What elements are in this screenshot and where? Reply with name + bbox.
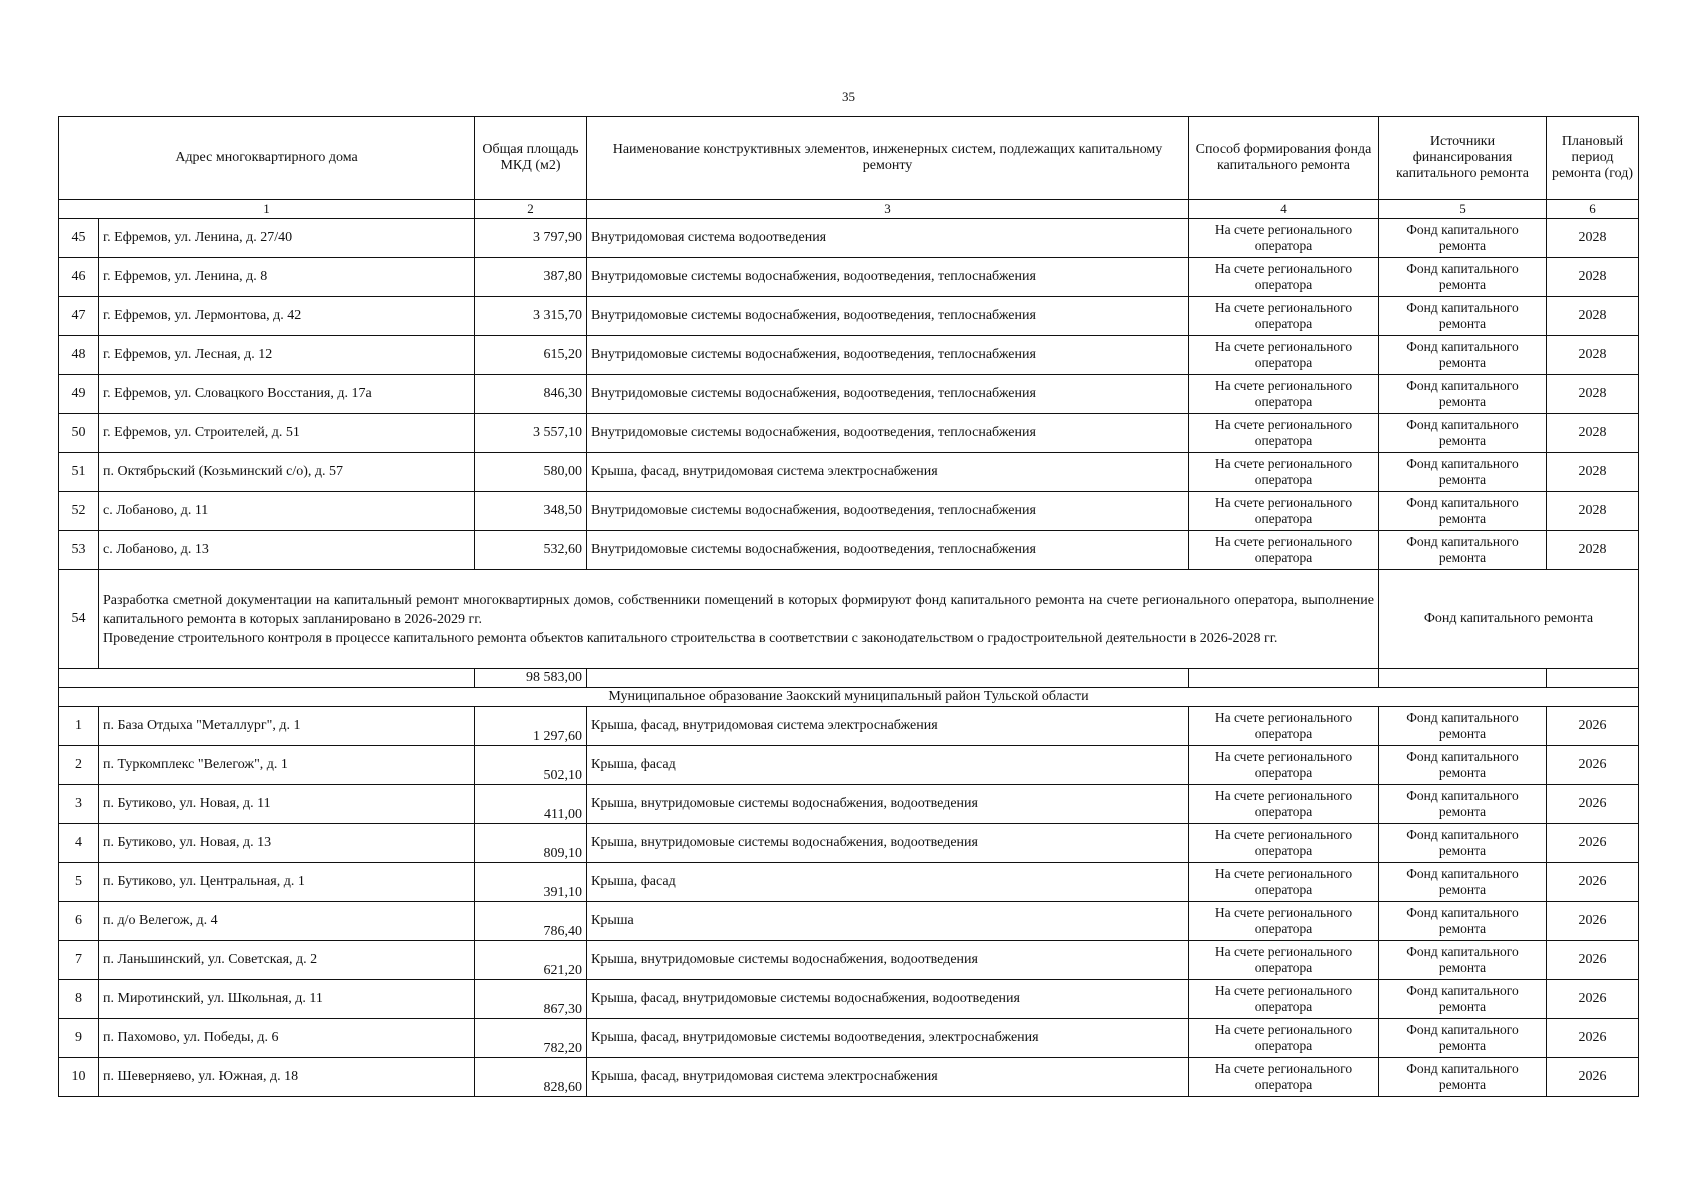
row-index: 46 <box>59 258 99 297</box>
row-index: 10 <box>59 1058 99 1097</box>
row-index: 48 <box>59 336 99 375</box>
header-method: Способ формирования фонда капитального ремонта <box>1189 117 1379 200</box>
table-row <box>59 375 1639 414</box>
row-area: 846,30 <box>475 375 587 414</box>
row-method: На счете регионального оператора <box>1189 980 1379 1019</box>
row-year: 2026 <box>1547 746 1639 785</box>
row-area: 387,80 <box>475 258 587 297</box>
header-row <box>59 117 1639 200</box>
row-method: На счете регионального оператора <box>1189 258 1379 297</box>
row-elements: Крыша, фасад, внутридомовые системы водоснабжения, водоотведения <box>587 980 1189 1019</box>
row-address: п. Октябрьский (Козьминский с/о), д. 57 <box>99 453 475 492</box>
row-index: 2 <box>59 746 99 785</box>
row-source: Фонд капитального ремонта <box>1379 746 1547 785</box>
table-row <box>59 707 1639 746</box>
row-elements: Крыша, фасад, внутридомовая система электроснабжения <box>587 453 1189 492</box>
column-number-row <box>59 200 1639 219</box>
row-year: 2026 <box>1547 941 1639 980</box>
header-year: Плановый период ремонта (год) <box>1547 117 1639 200</box>
row-index: 49 <box>59 375 99 414</box>
row-area: 391,10 <box>475 863 587 902</box>
row-source: Фонд капитального ремонта <box>1379 336 1547 375</box>
row-elements: Крыша, фасад <box>587 746 1189 785</box>
row-address: г. Ефремов, ул. Строителей, д. 51 <box>99 414 475 453</box>
row-year: 2028 <box>1547 297 1639 336</box>
row-elements: Внутридомовые системы водоснабжения, водоотведения, теплоснабжения <box>587 375 1189 414</box>
column-number: 3 <box>587 200 1189 219</box>
row-year: 2026 <box>1547 785 1639 824</box>
table-row <box>59 492 1639 531</box>
table-row <box>59 863 1639 902</box>
table-row <box>59 414 1639 453</box>
row-elements: Внутридомовые системы водоснабжения, водоотведения, теплоснабжения <box>587 531 1189 570</box>
row-source: Фонд капитального ремонта <box>1379 414 1547 453</box>
row-elements: Крыша <box>587 902 1189 941</box>
row-address: г. Ефремов, ул. Лермонтова, д. 42 <box>99 297 475 336</box>
row-year: 2026 <box>1547 1019 1639 1058</box>
page-number: 35 <box>842 89 855 104</box>
row-area: 411,00 <box>475 785 587 824</box>
table-row <box>59 219 1639 258</box>
row-area: 615,20 <box>475 336 587 375</box>
table-row <box>59 746 1639 785</box>
row-elements: Внутридомовые системы водоснабжения, водоотведения, теплоснабжения <box>587 297 1189 336</box>
row-year: 2028 <box>1547 336 1639 375</box>
row-address: п. Шеверняево, ул. Южная, д. 18 <box>99 1058 475 1097</box>
row-elements: Внутридомовые системы водоснабжения, водоотведения, теплоснабжения <box>587 492 1189 531</box>
row-year: 2026 <box>1547 824 1639 863</box>
row-elements: Крыша, фасад, внутридомовая система электроснабжения <box>587 707 1189 746</box>
row-elements: Внутридомовые системы водоснабжения, водоотведения, теплоснабжения <box>587 336 1189 375</box>
row-address: п. Бутиково, ул. Центральная, д. 1 <box>99 863 475 902</box>
row-year: 2026 <box>1547 980 1639 1019</box>
table-row <box>59 785 1639 824</box>
row-year: 2028 <box>1547 414 1639 453</box>
column-number: 2 <box>475 200 587 219</box>
table-row <box>59 941 1639 980</box>
column-number: 5 <box>1379 200 1547 219</box>
row-method: На счете регионального оператора <box>1189 1058 1379 1097</box>
row-source: Фонд капитального ремонта <box>1379 1019 1547 1058</box>
table-row <box>59 1019 1639 1058</box>
total-row <box>59 669 1639 688</box>
row-method: На счете регионального оператора <box>1189 707 1379 746</box>
row-source: Фонд капитального ремонта <box>1379 492 1547 531</box>
development-row <box>59 570 1639 669</box>
row-index: 5 <box>59 863 99 902</box>
total-area: 98 583,00 <box>475 669 587 688</box>
row-address: п. Бутиково, ул. Новая, д. 13 <box>99 824 475 863</box>
row-area: 532,60 <box>475 531 587 570</box>
row-area: 348,50 <box>475 492 587 531</box>
row-year: 2028 <box>1547 219 1639 258</box>
row-year: 2026 <box>1547 1058 1639 1097</box>
row-area: 3 315,70 <box>475 297 587 336</box>
row-area: 782,20 <box>475 1019 587 1058</box>
row-source: Фонд капитального ремонта <box>1379 902 1547 941</box>
row-source: Фонд капитального ремонта <box>1379 707 1547 746</box>
row-index: 7 <box>59 941 99 980</box>
row-source: Фонд капитального ремонта <box>1379 297 1547 336</box>
row-method: На счете регионального оператора <box>1189 297 1379 336</box>
row-address: г. Ефремов, ул. Лесная, д. 12 <box>99 336 475 375</box>
table-row <box>59 258 1639 297</box>
row-elements: Внутридомовые системы водоснабжения, водоотведения, теплоснабжения <box>587 258 1189 297</box>
development-text-2: Проведение строительного контроля в процессе капитального ремонта объектов капитального строительства в соответствии с законодательством о градостроительной деятельности в 2026-2028 гг. <box>103 630 1278 646</box>
table-row <box>59 980 1639 1019</box>
row-area: 621,20 <box>475 941 587 980</box>
row-address: п. д/о Велегож, д. 4 <box>99 902 475 941</box>
row-elements: Крыша, внутридомовые системы водоснабжения, водоотведения <box>587 785 1189 824</box>
row-area: 502,10 <box>475 746 587 785</box>
row-address: с. Лобаново, д. 11 <box>99 492 475 531</box>
row-area: 828,60 <box>475 1058 587 1097</box>
development-funding: Фонд капитального ремонта <box>1379 570 1639 669</box>
row-source: Фонд капитального ремонта <box>1379 980 1547 1019</box>
row-method: На счете регионального оператора <box>1189 336 1379 375</box>
row-area: 809,10 <box>475 824 587 863</box>
column-number: 1 <box>59 200 475 219</box>
header-area: Общая площадь МКД (м2) <box>475 117 587 200</box>
column-number: 4 <box>1189 200 1379 219</box>
row-method: На счете регионального оператора <box>1189 785 1379 824</box>
table-row <box>59 531 1639 570</box>
row-method: На счете регионального оператора <box>1189 531 1379 570</box>
row-elements: Крыша, фасад <box>587 863 1189 902</box>
table-row <box>59 902 1639 941</box>
section-row <box>59 688 1639 707</box>
row-method: На счете регионального оператора <box>1189 219 1379 258</box>
row-source: Фонд капитального ремонта <box>1379 219 1547 258</box>
row-area: 3 557,10 <box>475 414 587 453</box>
row-address: п. Бутиково, ул. Новая, д. 11 <box>99 785 475 824</box>
row-index: 51 <box>59 453 99 492</box>
table-row <box>59 336 1639 375</box>
row-index: 1 <box>59 707 99 746</box>
repair-program-table <box>58 116 1639 1097</box>
header-source: Источники финансирования капитального ремонта <box>1379 117 1547 200</box>
row-index: 53 <box>59 531 99 570</box>
row-source: Фонд капитального ремонта <box>1379 863 1547 902</box>
row-address: п. База Отдыха "Металлург", д. 1 <box>99 707 475 746</box>
row-year: 2028 <box>1547 531 1639 570</box>
row-source: Фонд капитального ремонта <box>1379 941 1547 980</box>
row-elements: Внутридомовые системы водоснабжения, водоотведения, теплоснабжения <box>587 414 1189 453</box>
row-area: 1 297,60 <box>475 707 587 746</box>
row-area: 3 797,90 <box>475 219 587 258</box>
table-row <box>59 453 1639 492</box>
row-method: На счете регионального оператора <box>1189 492 1379 531</box>
row-method: На счете регионального оператора <box>1189 375 1379 414</box>
row-address: п. Миротинский, ул. Школьная, д. 11 <box>99 980 475 1019</box>
row-area: 867,30 <box>475 980 587 1019</box>
row-index: 47 <box>59 297 99 336</box>
row-year: 2026 <box>1547 863 1639 902</box>
row-method: На счете регионального оператора <box>1189 824 1379 863</box>
row-address: с. Лобаново, д. 13 <box>99 531 475 570</box>
row-index: 8 <box>59 980 99 1019</box>
row-year: 2026 <box>1547 707 1639 746</box>
row-source: Фонд капитального ремонта <box>1379 258 1547 297</box>
row-source: Фонд капитального ремонта <box>1379 531 1547 570</box>
row-year: 2028 <box>1547 492 1639 531</box>
row-method: На счете регионального оператора <box>1189 1019 1379 1058</box>
development-text-1: Разработка сметной документации на капитальный ремонт многоквартирных домов, собственники помещений в которых формируют фонд капитального ремонта на счете регионального оператора, выполнение капитального ремонта в которых запланировано в 2026-2029 гг. <box>103 592 1374 627</box>
section-title: Муниципальное образование Заокский муниципальный район Тульской области <box>59 688 1639 707</box>
row-index: 45 <box>59 219 99 258</box>
row-area: 786,40 <box>475 902 587 941</box>
row-source: Фонд капитального ремонта <box>1379 453 1547 492</box>
row-elements: Крыша, внутридомовые системы водоснабжения, водоотведения <box>587 941 1189 980</box>
row-elements: Внутридомовая система водоотведения <box>587 219 1189 258</box>
row-index: 9 <box>59 1019 99 1058</box>
table-row <box>59 1058 1639 1097</box>
row-address: г. Ефремов, ул. Ленина, д. 8 <box>99 258 475 297</box>
table-row <box>59 824 1639 863</box>
row-address: п. Пахомово, ул. Победы, д. 6 <box>99 1019 475 1058</box>
row-source: Фонд капитального ремонта <box>1379 1058 1547 1097</box>
header-elements: Наименование конструктивных элементов, инженерных систем, подлежащих капитальному ремонту <box>587 117 1189 200</box>
row-index: 6 <box>59 902 99 941</box>
row-index: 50 <box>59 414 99 453</box>
row-elements: Крыша, внутридомовые системы водоснабжения, водоотведения <box>587 824 1189 863</box>
row-address: г. Ефремов, ул. Ленина, д. 27/40 <box>99 219 475 258</box>
row-index: 3 <box>59 785 99 824</box>
header-address: Адрес многоквартирного дома <box>59 117 475 200</box>
row-source: Фонд капитального ремонта <box>1379 375 1547 414</box>
row-address: г. Ефремов, ул. Словацкого Восстания, д. 17а <box>99 375 475 414</box>
row-index: 52 <box>59 492 99 531</box>
row-elements: Крыша, фасад, внутридомовые системы водоотведения, электроснабжения <box>587 1019 1189 1058</box>
column-number: 6 <box>1547 200 1639 219</box>
development-description <box>99 570 1379 669</box>
row-year: 2026 <box>1547 902 1639 941</box>
row-index: 4 <box>59 824 99 863</box>
row-index: 54 <box>59 570 99 669</box>
row-elements: Крыша, фасад, внутридомовая система электроснабжения <box>587 1058 1189 1097</box>
row-method: На счете регионального оператора <box>1189 746 1379 785</box>
row-address: п. Туркомплекс "Велегож", д. 1 <box>99 746 475 785</box>
row-method: На счете регионального оператора <box>1189 941 1379 980</box>
row-year: 2028 <box>1547 258 1639 297</box>
table-row <box>59 297 1639 336</box>
row-source: Фонд капитального ремонта <box>1379 824 1547 863</box>
row-address: п. Ланьшинский, ул. Советская, д. 2 <box>99 941 475 980</box>
row-method: На счете регионального оператора <box>1189 863 1379 902</box>
row-year: 2028 <box>1547 375 1639 414</box>
row-method: На счете регионального оператора <box>1189 453 1379 492</box>
row-source: Фонд капитального ремонта <box>1379 785 1547 824</box>
row-method: На счете регионального оператора <box>1189 414 1379 453</box>
row-year: 2028 <box>1547 453 1639 492</box>
row-area: 580,00 <box>475 453 587 492</box>
row-method: На счете регионального оператора <box>1189 902 1379 941</box>
